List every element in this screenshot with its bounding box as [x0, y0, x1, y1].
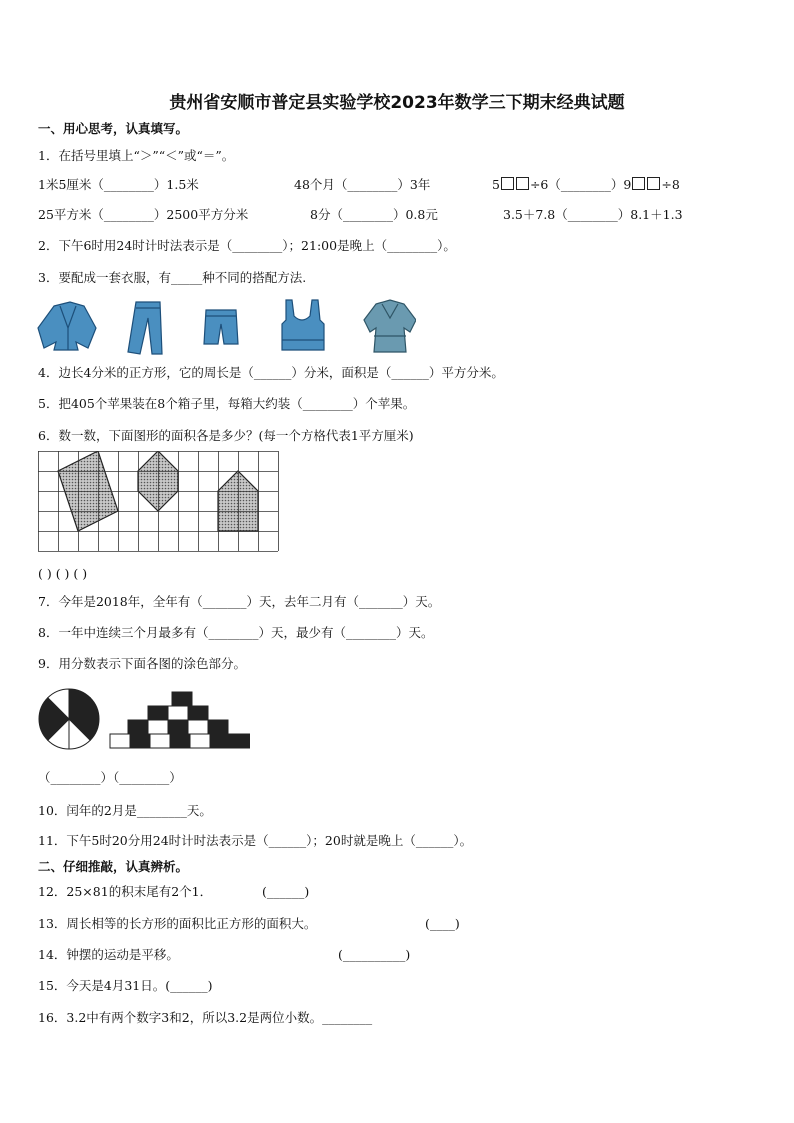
- question-1: 1．在括号里填上“＞”“＜”或“＝”。: [38, 148, 235, 163]
- section-1-heading: 一、用心思考，认真填写。: [38, 121, 189, 136]
- brick: [128, 720, 148, 734]
- tilted-square-shape: [58, 451, 118, 531]
- question-7: 7．今年是2018年，全年有（_______）天，去年二月有（_______）天。: [38, 594, 441, 609]
- arrow-pentagon-shape: [218, 471, 258, 531]
- question-6: 6．数一数，下面图形的面积各是多少？(每一个方格代表1平方厘米): [38, 428, 414, 443]
- brick: [230, 734, 250, 748]
- blank-box-icon: [647, 177, 660, 190]
- q1-item-4: 25平方米（________）2500平方分米: [38, 207, 249, 222]
- question-8: 8．一年中连续三个月最多有（________）天，最少有（________）天。: [38, 625, 434, 640]
- question-2: 2．下午6时用24时计时法表示是（________）；21:00是晚上（________）。: [38, 238, 456, 253]
- brick: [170, 734, 190, 748]
- brick: [190, 734, 210, 748]
- brick: [148, 706, 168, 720]
- question-11: 11．下午5时20分用24时计时法表示是（______）；20时就是晚上（______）。: [38, 833, 473, 848]
- area-grid: [38, 451, 286, 553]
- trousers-icon: [128, 302, 162, 354]
- question-12: 12．25×81的积末尾有2个1．: [38, 884, 213, 899]
- question-3: 3．要配成一套衣服，有_____种不同的搭配方法.: [38, 270, 307, 285]
- brick: [130, 734, 150, 748]
- q13-answer: (____): [425, 916, 460, 931]
- question-16: 16．3.2中有两个数字3和2，所以3.2是两位小数。________: [38, 1010, 373, 1025]
- q14-answer: (__________): [338, 947, 411, 962]
- q1-item-5: 8分（________）0.8元: [310, 207, 438, 222]
- brick: [188, 720, 208, 734]
- brick: [188, 706, 208, 720]
- brick: [148, 720, 168, 734]
- blank-box-icon: [501, 177, 514, 190]
- section-2-heading: 二、仔细推敲，认真辨析。: [38, 859, 189, 874]
- brick: [168, 706, 188, 720]
- q1-item-1: 1米5厘米（________）1.5米: [38, 177, 199, 192]
- blank-box-icon: [516, 177, 529, 190]
- brick: [110, 734, 130, 748]
- q1-item-3: 5 ÷6（________）9 ÷8: [492, 177, 680, 192]
- q1-item-2: 48个月（________）3年: [294, 177, 431, 192]
- fraction-figures: [38, 688, 250, 752]
- question-15: 15．今天是4月31日。(______): [38, 978, 213, 993]
- blank-box-icon: [632, 177, 645, 190]
- question-14: 14．钟摆的运动是平移。: [38, 947, 179, 962]
- coat-icon: [364, 300, 416, 352]
- clothing-pictures: [36, 298, 416, 356]
- question-5: 5．把405个苹果装在8个箱子里，每箱大约装（________）个苹果。: [38, 396, 416, 411]
- question-10: 10．闰年的2月是________天。: [38, 803, 212, 818]
- hexagon-shape: [138, 451, 178, 511]
- pie-circle-figure: [39, 689, 99, 749]
- vest-icon: [282, 300, 324, 350]
- question-6-answers: ( ) ( ) ( ): [38, 566, 88, 581]
- question-4: 4．边长4分米的正方形，它的周长是（______）分米，面积是（______）平方分米。: [38, 365, 504, 380]
- page-title: 贵州省安顺市普定县实验学校2023年数学三下期末经典试题: [169, 93, 625, 113]
- brick: [172, 692, 192, 706]
- question-13: 13．周长相等的长方形的面积比正方形的面积大。: [38, 916, 317, 931]
- question-9-answers: （________）（________）: [38, 770, 182, 785]
- brick: [150, 734, 170, 748]
- shorts-icon: [204, 310, 238, 344]
- brick: [208, 720, 228, 734]
- question-9: 9．用分数表示下面各图的涂色部分。: [38, 656, 246, 671]
- q1-item-6: 3.5＋7.8（________）8.1＋1.3: [503, 207, 683, 222]
- jacket-icon: [38, 302, 96, 350]
- q12-answer: (______): [262, 884, 310, 899]
- brick: [210, 734, 230, 748]
- brick: [168, 720, 188, 734]
- brick-wall-figure: [110, 692, 250, 748]
